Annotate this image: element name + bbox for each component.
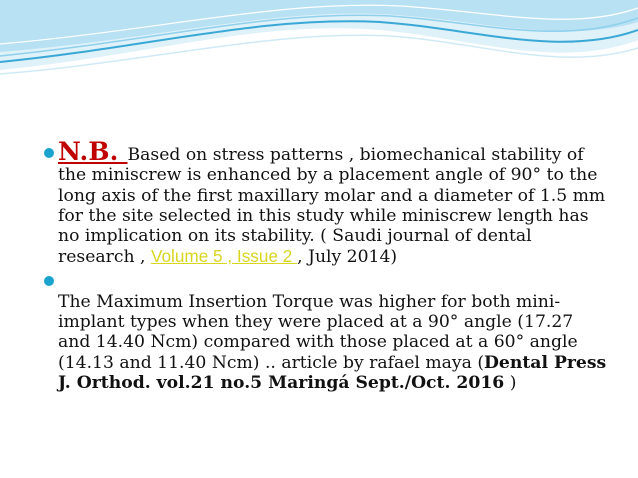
bullet1-text: Based on stress patterns , biomechanical stability of the miniscrew is enhanced by a placement angle of 90° to the long axis of the first maxillary molar and a diameter of 1.5 mm for the site selected in this study while miniscrew length has no implication on its stability. ( Saudi journal of dental research ,	[58, 145, 606, 268]
empty-bullet-line	[58, 272, 610, 292]
bullet2-text: The Maximum Insertion Torque was higher for both mini-implant types when they were placed at a 90° angle (17.27 and 14.40 Ncm) compared with those placed at a 60° angle (14.13 and 11.40 Ncm) .. article by rafael maya (	[58, 291, 578, 373]
bullet-dot-icon	[44, 276, 54, 286]
volume-issue-link[interactable]: Volume 5 , Issue 2	[150, 246, 298, 267]
slide-body	[44, 137, 610, 393]
nb-label: N.B.	[58, 137, 128, 166]
header-wave-decoration	[0, 0, 638, 95]
bullet-item-stress-patterns	[44, 137, 610, 268]
bullet2-end: )	[504, 372, 517, 393]
bullet-item-insertion-torque	[44, 272, 610, 393]
bullet-dot-icon	[44, 148, 54, 158]
citation-bold: Dental Press J. Orthod. vol.21 no.5 Maringá Sept./Oct. 2016	[58, 352, 607, 393]
bullet1-date: , July 2014)	[297, 247, 398, 268]
